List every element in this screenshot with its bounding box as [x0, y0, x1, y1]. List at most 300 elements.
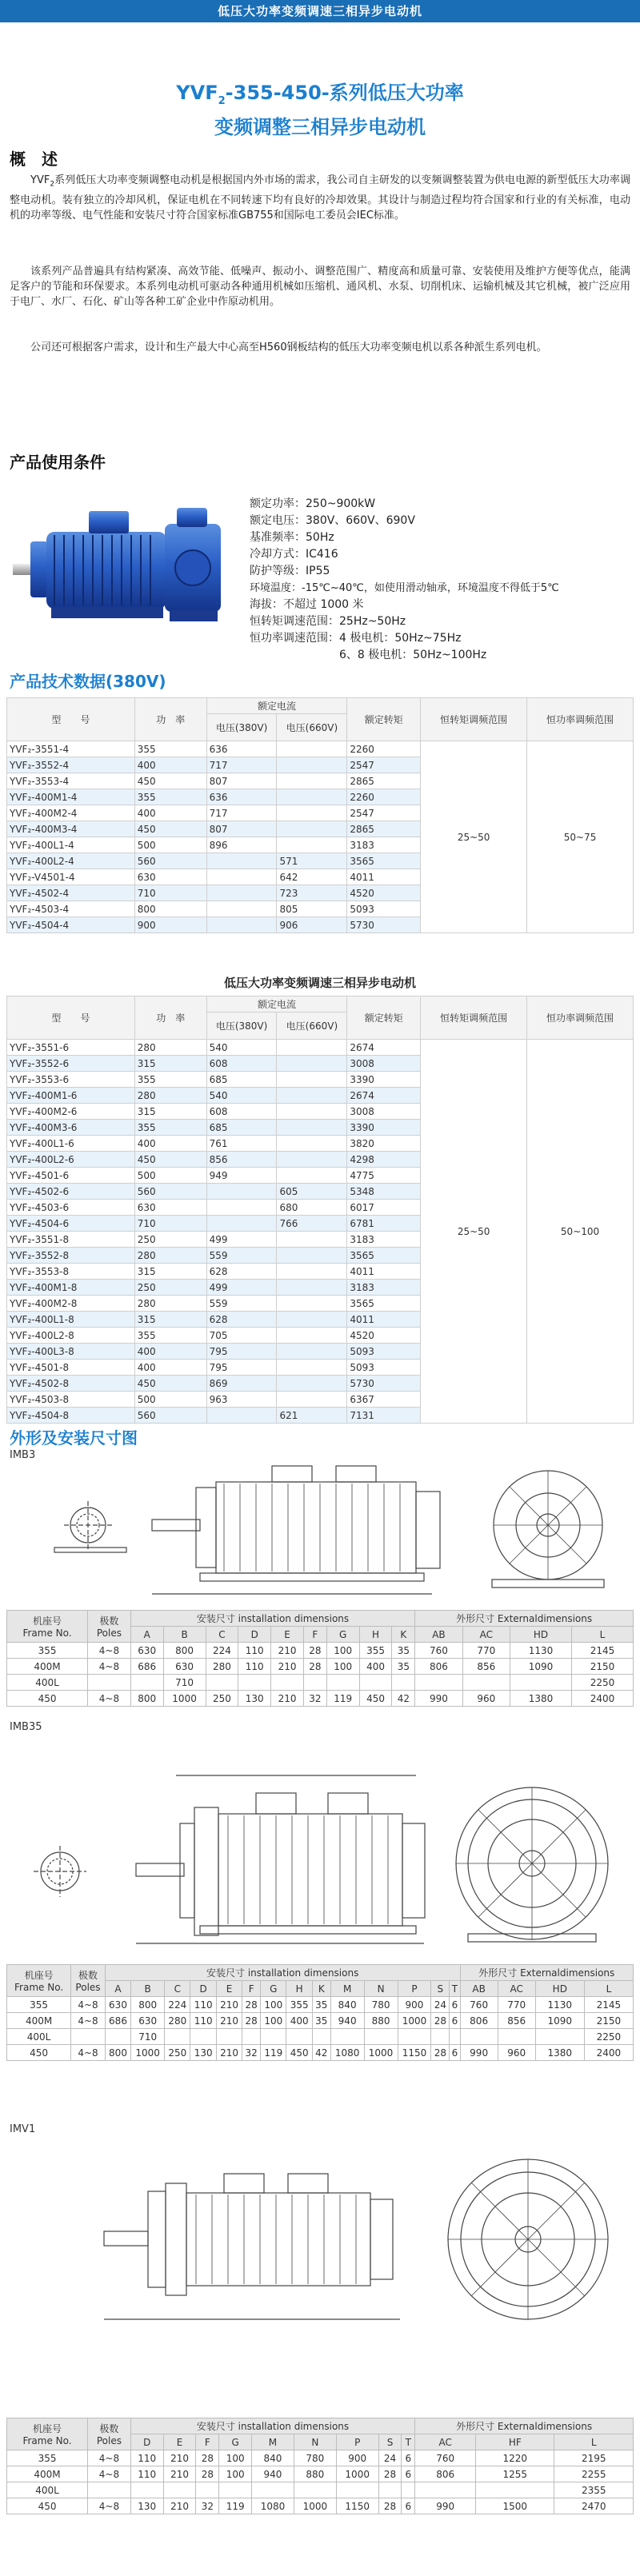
- table-cell: 2150: [584, 2013, 633, 2029]
- table-cell: 560: [134, 853, 206, 869]
- table-cell: YVF₂-400M1-6: [7, 1088, 135, 1104]
- table-cell: 100: [261, 1997, 286, 2013]
- imb35-drawing: [16, 1743, 624, 1951]
- dim-poles-head: 极数 Poles: [88, 1611, 131, 1643]
- title-line1: $YVF_2-355-450-$系列低压大功率: [176, 82, 464, 107]
- table-cell: 630: [130, 1643, 163, 1659]
- table-cell: 4011: [347, 869, 421, 885]
- table-cell: 110: [130, 2450, 163, 2466]
- dim-letter: H: [286, 1981, 312, 1997]
- table-row: [7, 1643, 634, 1659]
- table-cell: 2145: [584, 1997, 633, 2013]
- table-cell: 32: [242, 2045, 261, 2061]
- table-cell: 960: [462, 1691, 510, 1707]
- table-cell: 400L: [7, 2482, 88, 2498]
- dim-letter: M: [252, 2434, 294, 2450]
- table-cell: 630: [131, 2013, 165, 2029]
- table-cell: [165, 2029, 190, 2045]
- dim-letter: A: [130, 1627, 163, 1643]
- table-cell: 400: [134, 757, 206, 773]
- table-cell: 990: [460, 2045, 498, 2061]
- table-cell: 355: [359, 1643, 392, 1659]
- table-cell: [206, 1184, 277, 1200]
- dim-letter: B: [163, 1627, 206, 1643]
- dim-frame-head: 机座号 Frame No.: [7, 2418, 88, 2450]
- table-cell: YVF₂-400M2-8: [7, 1296, 135, 1312]
- dim-letter: L: [554, 2434, 634, 2450]
- table-cell: [277, 837, 347, 853]
- table-cell: 355: [134, 1120, 206, 1136]
- table-cell: 280: [165, 2013, 190, 2029]
- table-cell: 224: [206, 1643, 238, 1659]
- table-cell: 5093: [347, 1360, 421, 1376]
- table-cell: YVF₂-3552-8: [7, 1248, 135, 1264]
- table-cell: 900: [134, 917, 206, 933]
- table-cell: 1130: [510, 1643, 572, 1659]
- table-cell: [277, 789, 347, 805]
- table-cell: 1500: [476, 2498, 554, 2514]
- ct-range-cell: 25~50: [421, 741, 527, 933]
- imb35-table-wrap: [6, 1964, 634, 2061]
- dim-letter: M: [330, 1981, 364, 1997]
- table-cell: 686: [105, 2013, 130, 2029]
- table-cell: [277, 1296, 347, 1312]
- table-cell: 628: [206, 1312, 277, 1328]
- table-cell: 315: [134, 1264, 206, 1280]
- table-row: [7, 2498, 634, 2514]
- cp-range-cell: 50~100: [527, 1040, 634, 1424]
- table-cell: 2865: [347, 821, 421, 837]
- table-cell: 2145: [571, 1643, 633, 1659]
- table-cell: 450: [134, 1376, 206, 1392]
- table-cell: [163, 2482, 196, 2498]
- table-cell: 100: [261, 2013, 286, 2029]
- table-cell: 642: [277, 869, 347, 885]
- col-power: 功 率: [134, 996, 206, 1040]
- table-row: [7, 1997, 634, 2013]
- table-cell: 2260: [347, 741, 421, 757]
- col-cp-range: 恒功率调频范围: [527, 698, 634, 741]
- dim-letter: D: [238, 1627, 271, 1643]
- table-cell: 28: [242, 2013, 261, 2029]
- table-cell: 5348: [347, 1184, 421, 1200]
- table-cell: [216, 2029, 242, 2045]
- overview-heading: 概 述: [10, 150, 58, 169]
- table-cell: 800: [105, 2045, 130, 2061]
- table-cell: 32: [303, 1691, 326, 1707]
- table-cell: [206, 1675, 238, 1691]
- table-cell: 1000: [163, 1691, 206, 1707]
- table-cell: YVF₂-4502-8: [7, 1376, 135, 1392]
- table-cell: [242, 2029, 261, 2045]
- table-cell: 1000: [131, 2045, 165, 2061]
- table-cell: 559: [206, 1248, 277, 1264]
- table-cell: 400: [359, 1659, 392, 1675]
- table-cell: 450: [7, 1691, 88, 1707]
- table-cell: [190, 2029, 216, 2045]
- table-cell: YVF₂-3553-4: [7, 773, 135, 789]
- table-cell: 1000: [336, 2466, 378, 2482]
- table-cell: 6: [402, 2450, 415, 2466]
- spec-item: 额定功率：250~900kW: [250, 497, 376, 510]
- imv1-drawing: [80, 2143, 624, 2383]
- table-cell: 355: [134, 1328, 206, 1344]
- table-cell: 355: [7, 1643, 88, 1659]
- table-cell: 760: [415, 2450, 476, 2466]
- imb3-drawing: [32, 1460, 624, 1608]
- col-model: 型 号: [7, 698, 135, 741]
- table-cell: YVF₂-4501-8: [7, 1360, 135, 1376]
- table-cell: 760: [415, 1643, 462, 1659]
- table-cell: [277, 1264, 347, 1280]
- overview-paragraph-1: $YVF_2$系列低压大功率变频调整电动机是根据国内外市场的需求，我公司自主研发的以变频调整装置为供电电源的新型低压大功率调整电动机。装有独立的冷却风机，保证电机在不同转速下均有良好的冷却效果。其设计与制造过程均符合国家和行业的有关标准，电动机的功率等级、电气性能和安装尺寸符合国家标准GB755和国际电工委员会IEC标准。: [10, 174, 630, 222]
- imv1-label: IMV1: [10, 2123, 36, 2135]
- table-cell: [277, 1104, 347, 1120]
- table-cell: [277, 1120, 347, 1136]
- dim-letter: G: [219, 2434, 252, 2450]
- table-cell: 280: [134, 1040, 206, 1056]
- table-cell: 210: [216, 1997, 242, 2013]
- table-cell: YVF₂-3552-6: [7, 1056, 135, 1072]
- imv1-table: [6, 2418, 634, 2514]
- table-cell: 766: [277, 1216, 347, 1232]
- col-c660: 电压(660V): [277, 1012, 347, 1040]
- table-cell: 636: [206, 741, 277, 757]
- table-cell: 2400: [584, 2045, 633, 2061]
- table-cell: 250: [206, 1691, 238, 1707]
- table-cell: 2470: [554, 2498, 634, 2514]
- table-cell: 28: [196, 2450, 219, 2466]
- col-model: 型 号: [7, 996, 135, 1040]
- table-cell: 119: [219, 2498, 252, 2514]
- table-cell: 28: [196, 2466, 219, 2482]
- table-cell: 400: [134, 1136, 206, 1152]
- table-cell: 806: [415, 1659, 462, 1675]
- table-cell: 450: [7, 2498, 88, 2514]
- dim-install-head: 安装尺寸 installation dimensions: [105, 1965, 460, 1981]
- table-cell: 1150: [336, 2498, 378, 2514]
- table-cell: 210: [216, 2045, 242, 2061]
- table-cell: 100: [219, 2466, 252, 2482]
- table-cell: YVF₂-400L2-8: [7, 1328, 135, 1344]
- table-cell: [277, 1248, 347, 1264]
- table-cell: 806: [460, 2013, 498, 2029]
- table-cell: 1090: [535, 2013, 584, 2029]
- table-cell: 1090: [510, 1659, 572, 1675]
- table-cell: YVF₂-4503-8: [7, 1392, 135, 1408]
- dim-letter: HF: [476, 2434, 554, 2450]
- table-cell: [238, 1675, 271, 1691]
- dim-letter: S: [378, 2434, 402, 2450]
- table-cell: 42: [392, 1691, 415, 1707]
- table-cell: [378, 2482, 402, 2498]
- table-cell: 450: [134, 821, 206, 837]
- table-cell: 355: [7, 1997, 71, 2013]
- table-cell: [277, 773, 347, 789]
- tech-table-1-wrap: [6, 697, 634, 933]
- table-cell: 856: [206, 1152, 277, 1168]
- table-cell: [330, 2029, 364, 2045]
- table-cell: [277, 741, 347, 757]
- table-cell: 110: [190, 2013, 216, 2029]
- table-cell: 4~8: [71, 2045, 106, 2061]
- table-cell: [312, 2029, 330, 2045]
- table-cell: 3183: [347, 1232, 421, 1248]
- table-cell: 621: [277, 1408, 347, 1424]
- table-cell: YVF₂-400L1-4: [7, 837, 135, 853]
- table-cell: 130: [190, 2045, 216, 2061]
- col-power: 功 率: [134, 698, 206, 741]
- dim-letter: G: [326, 1627, 359, 1643]
- table-cell: 3183: [347, 1280, 421, 1296]
- table-cell: 400: [286, 2013, 312, 2029]
- table-cell: 4~8: [88, 2498, 131, 2514]
- table-cell: [88, 1675, 131, 1691]
- dim-ext-head: 外形尺寸 Externaldimensions: [460, 1965, 633, 1981]
- dim-letter: C: [206, 1627, 238, 1643]
- table-cell: 499: [206, 1232, 277, 1248]
- dim-letter: E: [216, 1981, 242, 1997]
- table-cell: 4~8: [71, 2013, 106, 2029]
- table-cell: 1220: [476, 2450, 554, 2466]
- spec-item: 冷却方式：IC416: [250, 548, 338, 561]
- table-cell: [206, 869, 277, 885]
- table-cell: 450: [134, 1152, 206, 1168]
- table-cell: 2255: [554, 2466, 634, 2482]
- table-cell: 355: [134, 789, 206, 805]
- table-cell: 28: [378, 2466, 402, 2482]
- table-cell: YVF₂-4503-4: [7, 901, 135, 917]
- table-cell: YVF₂-4504-8: [7, 1408, 135, 1424]
- table-cell: 280: [206, 1659, 238, 1675]
- table-row: [7, 1659, 634, 1675]
- table-cell: [510, 1675, 572, 1691]
- table-cell: [359, 1675, 392, 1691]
- table-cell: 400L: [7, 2029, 71, 2045]
- table-row: [7, 2482, 634, 2498]
- table-cell: 315: [134, 1312, 206, 1328]
- table-cell: [130, 2482, 163, 2498]
- table-cell: 630: [134, 1200, 206, 1216]
- table-cell: YVF₂-3552-4: [7, 757, 135, 773]
- table-cell: 130: [130, 2498, 163, 2514]
- table-cell: 896: [206, 837, 277, 853]
- table-cell: 560: [134, 1408, 206, 1424]
- table-cell: 400M: [7, 1659, 88, 1675]
- table-cell: 2250: [584, 2029, 633, 2045]
- table-cell: YVF₂-400M1-4: [7, 789, 135, 805]
- table-cell: 24: [378, 2450, 402, 2466]
- table-cell: YVF₂-400M1-8: [7, 1280, 135, 1296]
- col-current: 额定电流: [206, 996, 347, 1012]
- table-cell: YVF₂-400M3-6: [7, 1120, 135, 1136]
- table-cell: 710: [134, 885, 206, 901]
- table-cell: [206, 901, 277, 917]
- table-cell: [261, 2029, 286, 2045]
- dim-letter: AB: [415, 1627, 462, 1643]
- table-cell: [336, 2482, 378, 2498]
- table-cell: 35: [392, 1659, 415, 1675]
- dim-letter: N: [294, 2434, 336, 2450]
- table-cell: 723: [277, 885, 347, 901]
- table-cell: [277, 1344, 347, 1360]
- dim-letter: C: [165, 1981, 190, 1997]
- table-cell: 28: [242, 1997, 261, 2013]
- table-cell: 540: [206, 1088, 277, 1104]
- table-cell: [277, 1360, 347, 1376]
- dim-letter: AC: [462, 1627, 510, 1643]
- table-cell: 780: [364, 1997, 398, 2013]
- table-cell: 856: [498, 2013, 535, 2029]
- table-row: [7, 1040, 634, 1056]
- table-cell: 960: [498, 2045, 535, 2061]
- table-cell: 3008: [347, 1056, 421, 1072]
- tech-table-2-wrap: [6, 996, 634, 1424]
- table-cell: 3565: [347, 1296, 421, 1312]
- table-cell: 280: [134, 1248, 206, 1264]
- dim-poles-head: 极数 Poles: [71, 1965, 106, 1997]
- table-cell: 1150: [398, 2045, 431, 2061]
- table-cell: 500: [134, 1168, 206, 1184]
- table-cell: 2355: [554, 2482, 634, 2498]
- table-cell: 717: [206, 805, 277, 821]
- col-cp-range: 恒功率调频范围: [527, 996, 634, 1040]
- table-cell: 100: [326, 1643, 359, 1659]
- spec-item: 防护等级：IP55: [250, 565, 330, 577]
- table-cell: 500: [134, 837, 206, 853]
- table-cell: 6781: [347, 1216, 421, 1232]
- table-cell: 630: [134, 869, 206, 885]
- table-cell: 400M: [7, 2013, 71, 2029]
- table-row: [7, 2045, 634, 2061]
- table-cell: [277, 1040, 347, 1056]
- table-cell: 400: [134, 805, 206, 821]
- table-cell: 680: [277, 1200, 347, 1216]
- table-cell: 280: [134, 1296, 206, 1312]
- table-cell: 3390: [347, 1072, 421, 1088]
- table-cell: YVF₂-3553-8: [7, 1264, 135, 1280]
- table-cell: 450: [359, 1691, 392, 1707]
- table-cell: 608: [206, 1104, 277, 1120]
- table-cell: 3565: [347, 1248, 421, 1264]
- dim-letter: D: [190, 1981, 216, 1997]
- table-cell: 900: [336, 2450, 378, 2466]
- imb3-table-wrap: [6, 1610, 634, 1707]
- dim-letter: S: [431, 1981, 450, 1997]
- dim-letter: P: [398, 1981, 431, 1997]
- table-cell: 705: [206, 1328, 277, 1344]
- dim-frame-head: 机座号 Frame No.: [7, 1611, 88, 1643]
- table-cell: [277, 1136, 347, 1152]
- table-cell: [277, 1088, 347, 1104]
- table-cell: 807: [206, 821, 277, 837]
- table-cell: [286, 2029, 312, 2045]
- table-cell: 1255: [476, 2466, 554, 2482]
- table-cell: [364, 2029, 398, 2045]
- table-cell: 355: [286, 1997, 312, 2013]
- table-cell: 770: [498, 1997, 535, 2013]
- imb3-table: [6, 1610, 634, 1707]
- table-cell: 28: [431, 2013, 450, 2029]
- dim-letter: F: [196, 2434, 219, 2450]
- table-cell: 210: [163, 2450, 196, 2466]
- table-cell: 35: [312, 2013, 330, 2029]
- table-cell: 4011: [347, 1312, 421, 1328]
- table-cell: 856: [462, 1659, 510, 1675]
- table-cell: 400: [134, 1360, 206, 1376]
- table-cell: 990: [415, 2498, 476, 2514]
- ct-range-cell: 25~50: [421, 1040, 527, 1424]
- table-cell: YVF₂-400L1-6: [7, 1136, 135, 1152]
- dim-letter: F: [303, 1627, 326, 1643]
- table-cell: 119: [326, 1691, 359, 1707]
- table-cell: 807: [206, 773, 277, 789]
- table-cell: 500: [134, 1392, 206, 1408]
- table-cell: 636: [206, 789, 277, 805]
- table-cell: 28: [378, 2498, 402, 2514]
- table-cell: 2674: [347, 1040, 421, 1056]
- table-cell: 24: [431, 1997, 450, 2013]
- col-c380: 电压(380V): [206, 714, 277, 741]
- spec-item: 环境温度：-15℃~40℃，如使用滑动轴承，环境温度不得低于5℃: [250, 582, 559, 594]
- table-cell: 880: [364, 2013, 398, 2029]
- table-cell: 805: [277, 901, 347, 917]
- table-cell: 4~8: [88, 1643, 131, 1659]
- table-cell: 4298: [347, 1152, 421, 1168]
- spec-item: 6、8 极电机：50Hz~100Hz: [250, 649, 487, 661]
- dim-letter: N: [364, 1981, 398, 1997]
- table-cell: [462, 1675, 510, 1691]
- table-cell: [460, 2029, 498, 2045]
- table-cell: [277, 1152, 347, 1168]
- table-cell: 1380: [535, 2045, 584, 2061]
- table-cell: 7131: [347, 1408, 421, 1424]
- table-cell: YVF₂-4502-6: [7, 1184, 135, 1200]
- overview-paragraph-2: 该系列产品普遍具有结构紧凑、高效节能、低噪声、振动小、调整范围广、精度高和质量可靠、安装使用及维护方便等优点，能满足客户的节能和环保要求。本系列电动机可驱动各种通用机械如压缩机、通风机、水泵、切削机床、运输机械及其它机械，被广泛应用于电厂、水厂、石化、矿山等各种工矿企业中作原动机用。: [10, 266, 630, 308]
- table-cell: [71, 2029, 106, 2045]
- table-cell: [277, 1168, 347, 1184]
- col-ct-range: 恒转矩调频范围: [421, 996, 527, 1040]
- col-c660: 电压(660V): [277, 714, 347, 741]
- table-cell: 110: [238, 1659, 271, 1675]
- tech-heading: 产品技术数据(380V): [10, 672, 166, 691]
- table-cell: 1080: [330, 2045, 364, 2061]
- tech-table-2: [6, 996, 634, 1424]
- title-line2: 变频调整三相异步电动机: [214, 115, 426, 138]
- table-cell: 571: [277, 853, 347, 869]
- table-cell: 710: [131, 2029, 165, 2045]
- table-cell: 800: [130, 1691, 163, 1707]
- dim-poles-head: 极数 Poles: [88, 2418, 131, 2450]
- table-cell: 4~8: [88, 2450, 131, 2466]
- dim-letter: L: [571, 1627, 633, 1643]
- table-cell: 840: [330, 1997, 364, 2013]
- usage-heading: 产品使用条件: [10, 453, 106, 472]
- col-current: 额定电流: [206, 698, 347, 714]
- table-cell: [326, 1675, 359, 1691]
- table-cell: 2865: [347, 773, 421, 789]
- dims-heading: 外形及安装尺寸图: [10, 1428, 138, 1448]
- table-cell: 710: [134, 1216, 206, 1232]
- col-ct-range: 恒转矩调频范围: [421, 698, 527, 741]
- table-cell: [271, 1675, 304, 1691]
- table-cell: 630: [105, 1997, 130, 2013]
- tech-table-2-title: 低压大功率变频调速三相异步电动机: [223, 976, 416, 990]
- table-cell: 880: [294, 2466, 336, 2482]
- table-cell: [206, 1216, 277, 1232]
- table-cell: 710: [163, 1675, 206, 1691]
- table-cell: 100: [219, 2450, 252, 2466]
